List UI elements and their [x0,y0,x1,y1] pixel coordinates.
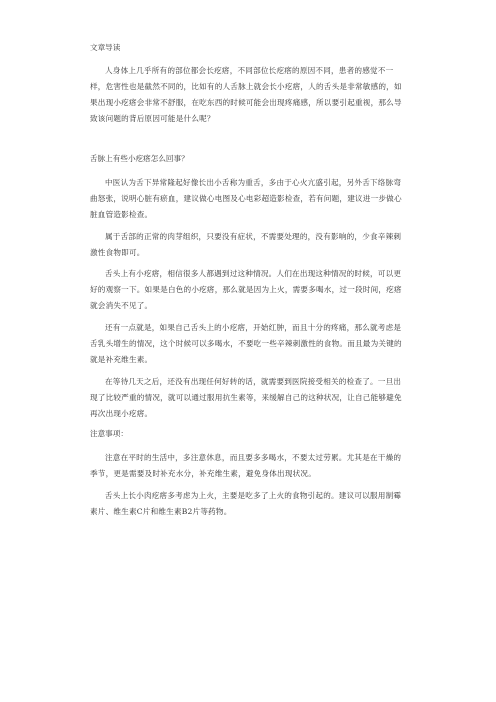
paragraph-1: 中医认为舌下异常隆起好像长出小舌称为重舌，多由于心火亢盛引起，另外舌下络脉弯曲怒张，说明心脏有瘀血，建议做心电图及心电彩超造影检查，若有问题，建议进一步做心脏血管造影检查。 [90,178,402,219]
notes-title: 注意事项： [90,429,128,438]
section-question: 舌脉上有些小疙瘩怎么回事？ [90,154,189,163]
note-2: 舌头上长小肉疙瘩多考虑为上火，主要是吃多了上火的食物引起的。建议可以服用制霉素片、维生素C片和维生素B2片等药物。 [90,491,402,516]
paragraph-4: 还有一点就是，如果自己舌头上的小疙瘩，开始红肿，而且十分的疼痛，那么就考虑是舌乳头增生的情况，这个时候可以多喝水，不要吃一些辛辣刺激性的食物。而且最为关键的就是补充维生素。 [90,323,402,364]
paragraph-2: 属于舌部的正常的肉芽组织，只要没有症状，不需要处理的，没有影响的，少食辛辣刺激性食物即可。 [90,232,402,257]
intro-paragraph: 人身体上几乎所有的部位都会长疙瘩，不同部位长疙瘩的原因不同，患者的感觉不一样，危害性也是截然不同的，比如有的人舌脉上就会长小疙瘩，人的舌头是非常敏感的，如果出现小疙瘩会非常不舒服，在吃东西的时候可能会出现疼痛感，所以要引起重视，那么导致该问题的背后原因可能是什么呢？ [90,66,402,123]
paragraph-3: 舌头上有小疙瘩，相信很多人都遇到过这种情况。人们在出现这种情况的时候，可以更好的观察一下。如果是白色的小疙瘩，那么就是因为上火，需要多喝水，过一段时间，疙瘩就会消失不见了。 [90,269,402,310]
document-title: 文章导读 [90,43,121,52]
note-1: 注意在平时的生活中，多注意休息，而且要多多喝水，不要太过劳累。尤其是在干燥的季节，更是需要及时补充水分，补充维生素，避免身体出现状况。 [90,453,402,478]
paragraph-5: 在等待几天之后，还没有出现任何好转的话，就需要到医院接受相关的检查了。一旦出现了比较严重的情况，就可以通过服用抗生素等，来缓解自己的这种状况，让自己能够避免再次出现小疙瘩。 [90,377,402,418]
